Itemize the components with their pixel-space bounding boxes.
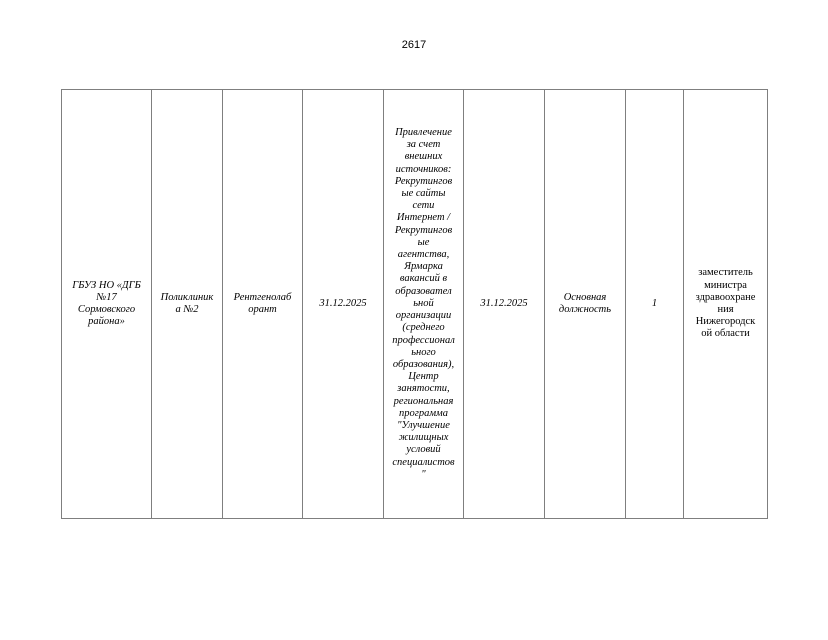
count-cell bbox=[626, 90, 684, 519]
department-text: Поликлиник а №2 bbox=[160, 291, 214, 315]
count-text: 1 bbox=[651, 297, 658, 309]
document-table bbox=[61, 89, 768, 519]
responsible-text: заместитель министра здравоохране ния Нижегородск ой области bbox=[695, 267, 756, 340]
responsible-cell bbox=[684, 90, 768, 519]
position-text: Рентгенолаб орант bbox=[233, 291, 292, 315]
date-cell bbox=[303, 90, 384, 519]
employment-type-cell bbox=[545, 90, 626, 519]
recruitment-measures-cell bbox=[384, 90, 464, 519]
institution-text: ГБУЗ НО «ДГБ №17 Сормовского района» bbox=[72, 279, 141, 328]
institution-cell bbox=[62, 90, 152, 519]
date-text: 31.12.2025 bbox=[319, 297, 367, 309]
page-number: 2617 bbox=[401, 39, 427, 51]
table-row bbox=[62, 90, 768, 519]
recruitment-measures-text: Привлечение за счет внешних источников: Рекрутингов ые сайты сети Интернет / Рекрутингов ые агентства, Ярмарка вакансий в образовател ьной организации (среднего профессионал ьного образования), Центр занятости, региональная программа "Улучшение жилищных условий специалистов " bbox=[392, 127, 455, 480]
position-cell bbox=[223, 90, 303, 519]
deadline-cell bbox=[464, 90, 545, 519]
employment-type-text: Основная должность bbox=[558, 291, 612, 315]
deadline-text: 31.12.2025 bbox=[480, 297, 528, 309]
department-cell bbox=[152, 90, 223, 519]
